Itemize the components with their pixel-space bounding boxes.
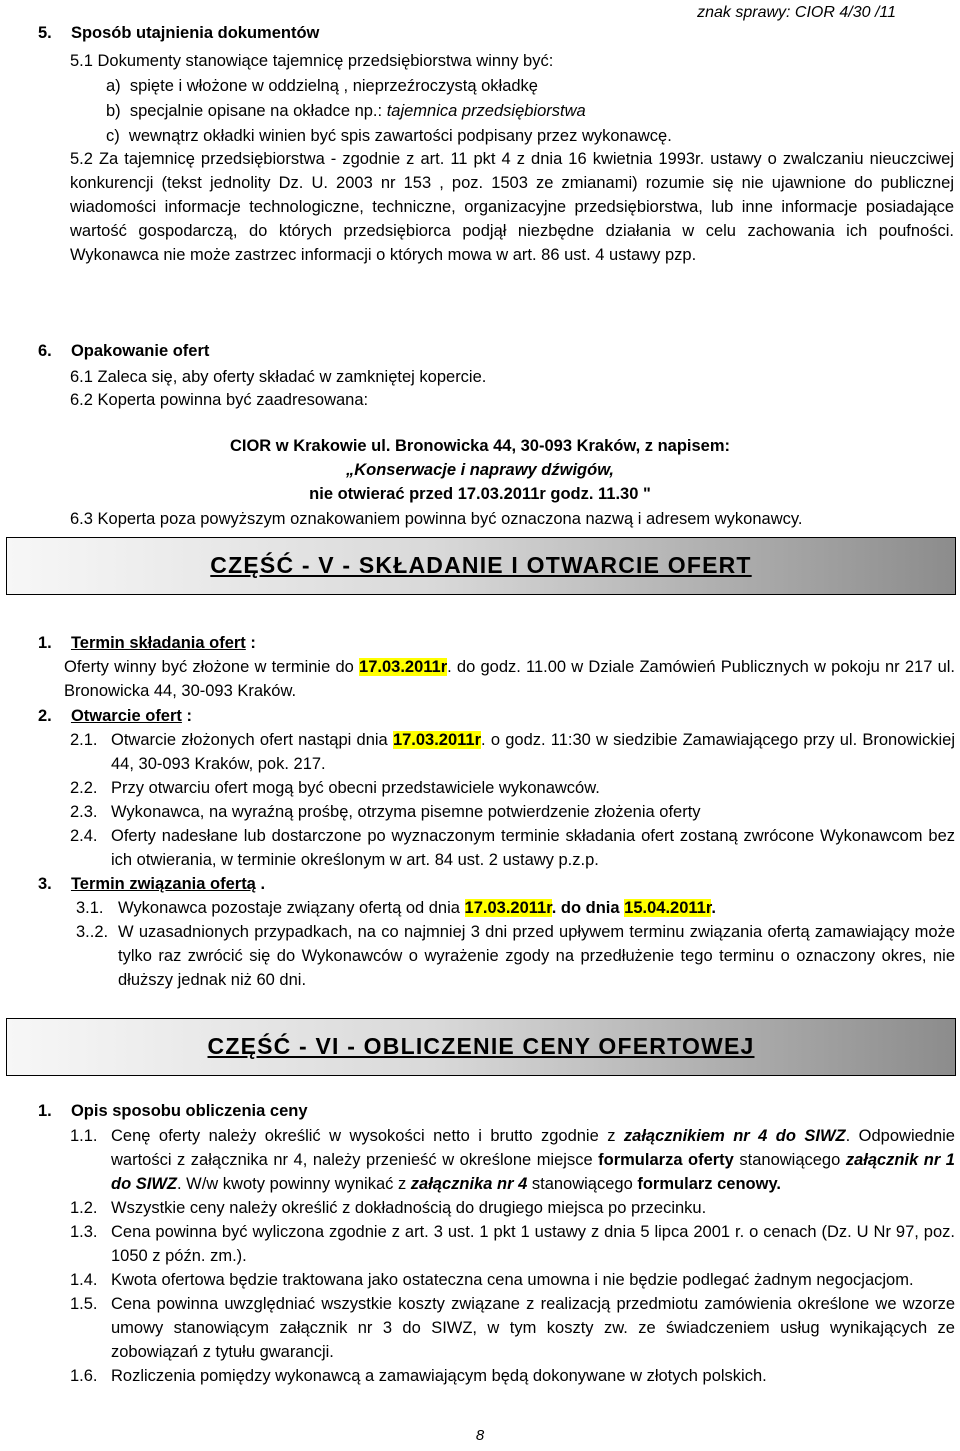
binding-end-date: 15.04.2011r	[624, 899, 712, 917]
section-6-heading	[38, 340, 209, 364]
address-line-2: „Konserwacje i naprawy dźwigów,	[345, 461, 615, 479]
case-reference: znak sprawy: CIOR 4/30 /11	[697, 4, 896, 21]
item-1-1-text-b: załącznikiem nr 4 do SIWZ	[623, 1127, 846, 1145]
part-5-item-2-colon: :	[181, 707, 192, 725]
item-2-2-text: Przy otwarciu ofert mogą być obecni przedstawiciele wykonawców.	[111, 779, 600, 797]
item-1-1-text	[111, 1125, 955, 1197]
item-2-4-text: Oferty nadesłane lub dostarczone po wyznaczonym terminie składania ofert zostaną zwrócone Wykonawcom bez ich otwierania, w terminie określonym w art. 84 ust. 2 ustawy p.z.p.	[111, 827, 955, 869]
section-6-title: Opakowanie ofert	[70, 342, 210, 360]
paragraph-6-2: 6.2 Koperta powinna być zaadresowana:	[70, 391, 369, 409]
item-1-6-number: 1.6.	[70, 1367, 98, 1385]
address-line-1: CIOR w Krakowie ul. Bronowicka 44, 30-093 Kraków, z napisem:	[229, 437, 731, 455]
section-5-heading	[38, 22, 319, 46]
item-1-5-text: Cena powinna uwzględniać wszystkie koszty związane z realizacją przedmiotu zamówienia określone we wzorze umowy stanowiącym załącznik nr 3 do SIWZ, w tym koszty zw. ze świadczeniem usług wynikających ze zobowiązań z tytułu gwarancji.	[111, 1295, 955, 1361]
part-5-item-1-number: 1.	[38, 634, 52, 652]
item-1-1-text-a: Cenę oferty należy określić w wysokości netto i brutto zgodnie z	[111, 1127, 624, 1145]
item-3-2-number: 3..2.	[76, 923, 109, 941]
item-1-2-number: 1.2.	[70, 1199, 98, 1217]
part-5-item-1-text-b: . do godz. 11.00 w Dziale Zamówień Publicznych w pokoju nr 217 ul. Bronowicka 44, 30-093 Kraków.	[64, 658, 955, 700]
part-5-item-1-heading	[38, 632, 256, 656]
part-5-item-3-title: Termin związania ofertą	[70, 875, 256, 893]
part-6-banner-title: CZĘŚĆ - VI - OBLICZENIE CENY OFERTOWEJ	[207, 1033, 755, 1060]
part-5-item-1-title: Termin składania ofert	[70, 634, 246, 652]
item-2-3-number: 2.3.	[70, 803, 98, 821]
part-5-item-2-heading	[38, 705, 192, 729]
part-5-item-1-text	[64, 656, 955, 704]
part-6-item-1-title: Opis sposobu obliczenia ceny	[70, 1102, 308, 1120]
item-2-3-text: Wykonawca, na wyraźną prośbę, otrzyma pisemne potwierdzenie złożenia oferty	[111, 803, 701, 821]
item-3-1-text-a: Wykonawca pozostaje związany ofertą od dnia	[118, 899, 465, 917]
item-1-1-text-j: formularz cenowy.	[637, 1174, 782, 1193]
item-3-2-text: W uzasadnionych przypadkach, na co najmniej 3 dni przed upływem terminu związania ofertą zamawiający może tylko raz zwrócić się do Wykonawców o wyrażenie zgody na przedłużenie tego terminu o oznaczony okres, nie dłuższy jednak niż 60 dni.	[118, 923, 955, 989]
part-5-item-2-title: Otwarcie ofert	[70, 707, 182, 725]
item-2-1-text-a: Otwarcie złożonych ofert nastąpi dnia	[111, 731, 393, 749]
item-1-1-text-f: załącznik nr 1 do SIWZ	[111, 1150, 955, 1193]
item-5-1-b-italic: tajemnica przedsiębiorstwa	[386, 102, 586, 120]
part-5-item-1-colon: :	[245, 634, 256, 652]
item-5-1-a: a) spięte i włożone w oddzielną , nieprzeźroczystą okładkę	[106, 77, 538, 95]
submission-date: 17.03.2011r	[359, 658, 448, 676]
paragraph-6-3: 6.3 Koperta poza powyższym oznakowaniem powinna być oznaczona nazwą i adresem wykonawcy.	[70, 510, 803, 528]
part-6-item-1-heading	[38, 1100, 308, 1124]
item-1-1-text-c: . Odpowiednie wartości z załącznika nr 4, należy przenieść w określone miejsce	[111, 1127, 955, 1169]
opening-date: 17.03.2011r	[392, 731, 482, 749]
item-5-1-c: c) wewnątrz okładki winien być spis zawartości podpisany przez wykonawcę.	[106, 127, 672, 145]
item-1-3-number: 1.3.	[70, 1223, 98, 1241]
item-2-4-number: 2.4.	[70, 827, 98, 845]
section-5-number: 5.	[38, 24, 52, 42]
item-1-1-text-e: stanowiącego	[733, 1150, 846, 1169]
part-5-item-3-dot: .	[255, 875, 266, 893]
item-3-1-number: 3.1.	[76, 899, 104, 917]
paragraph-6-1: 6.1 Zaleca się, aby oferty składać w zamkniętej kopercie.	[70, 368, 487, 386]
part-5-banner-title: CZĘŚĆ - V - SKŁADANIE I OTWARCIE OFERT	[210, 552, 752, 579]
item-1-2-text: Wszystkie ceny należy określić z dokładnością do drugiego miejsca po przecinku.	[111, 1199, 707, 1217]
item-1-1-text-g: . W/w kwoty powinny wynikać z	[176, 1174, 411, 1193]
item-5-1-b	[106, 100, 586, 124]
item-1-4-number: 1.4.	[70, 1271, 98, 1289]
item-1-1-text-h: załącznika nr 4	[410, 1174, 528, 1193]
item-2-1-text	[111, 729, 955, 777]
page-number: 8	[475, 1427, 485, 1444]
part-5-item-1-text-a: Oferty winny być złożone w terminie do	[64, 658, 360, 676]
item-1-1-number: 1.1.	[70, 1127, 98, 1145]
binding-start-date: 17.03.2011r	[464, 899, 552, 917]
address-line-3: nie otwierać przed 17.03.2011r godz. 11.30 "	[309, 485, 651, 503]
item-2-1-text-b: . o godz. 11:30 w siedzibie Zamawiającego przy ul. Bronowickiej 44, 30-093 Kraków, pok. 217.	[111, 731, 955, 773]
part-5-item-2-number: 2.	[38, 707, 52, 725]
part-5-item-3-number: 3.	[38, 875, 52, 893]
item-1-5-number: 1.5.	[70, 1295, 98, 1313]
item-1-4-text: Kwota ofertowa będzie traktowana jako ostateczna cena umowna i nie będzie podlegać żadnym negocjacjom.	[111, 1271, 914, 1289]
item-1-3-text: Cena powinna być wyliczona zgodnie z art. 3 ust. 1 pkt 1 ustawy z dnia 5 lipca 2001 r. o cenach (Dz. U Nr 97, poz. 1050 z późn. zm.).	[111, 1223, 955, 1265]
item-1-6-text: Rozliczenia pomiędzy wykonawcą a zamawiającym będą dokonywane w złotych polskich.	[111, 1367, 767, 1385]
part-6-item-1-number: 1.	[38, 1102, 52, 1120]
item-3-1-text-end: .	[711, 899, 716, 917]
item-1-1-text-i: stanowiącego	[527, 1174, 638, 1193]
paragraph-5-2: 5.2 Za tajemnicę przedsiębiorstwa - zgodnie z art. 11 pkt 4 z dnia 16 kwietnia 1993r. ustawy o zwalczaniu nieuczciwej konkurencji (tekst jednolity Dz. U. 2003 nr 153 , poz. 1503 ze zmianami) rozumie się nie ujawnione do publicznej wiadomości informacje technologiczne, techniczne, organizacyjne przedsiębiorstwa, lub inne informacje posiadające wartość gospodarczą, do których przedsiębiorca podjął niezbędne działania w celu zachowania ich poufności. Wykonawca nie może zastrzec informacji o których mowa w art. 86 ust. 4 ustawy pzp.	[70, 150, 954, 264]
item-3-1-text-mid: . do dnia	[551, 899, 625, 917]
paragraph-5-1: 5.1 Dokumenty stanowiące tajemnicę przedsiębiorstwa winny być:	[70, 52, 554, 70]
part-5-item-3-heading	[38, 873, 265, 897]
item-1-1-text-d: formularza oferty	[598, 1150, 734, 1169]
item-2-2-number: 2.2.	[70, 779, 98, 797]
item-3-1-text	[118, 897, 716, 921]
section-6-number: 6.	[38, 342, 52, 360]
part-5-banner	[6, 537, 956, 595]
item-5-1-b-text: b) specjalnie opisane na okładce np.:	[106, 102, 387, 120]
part-6-banner	[6, 1018, 956, 1076]
item-2-1-number: 2.1.	[70, 731, 98, 749]
section-5-title: Sposób utajnienia dokumentów	[70, 24, 320, 42]
